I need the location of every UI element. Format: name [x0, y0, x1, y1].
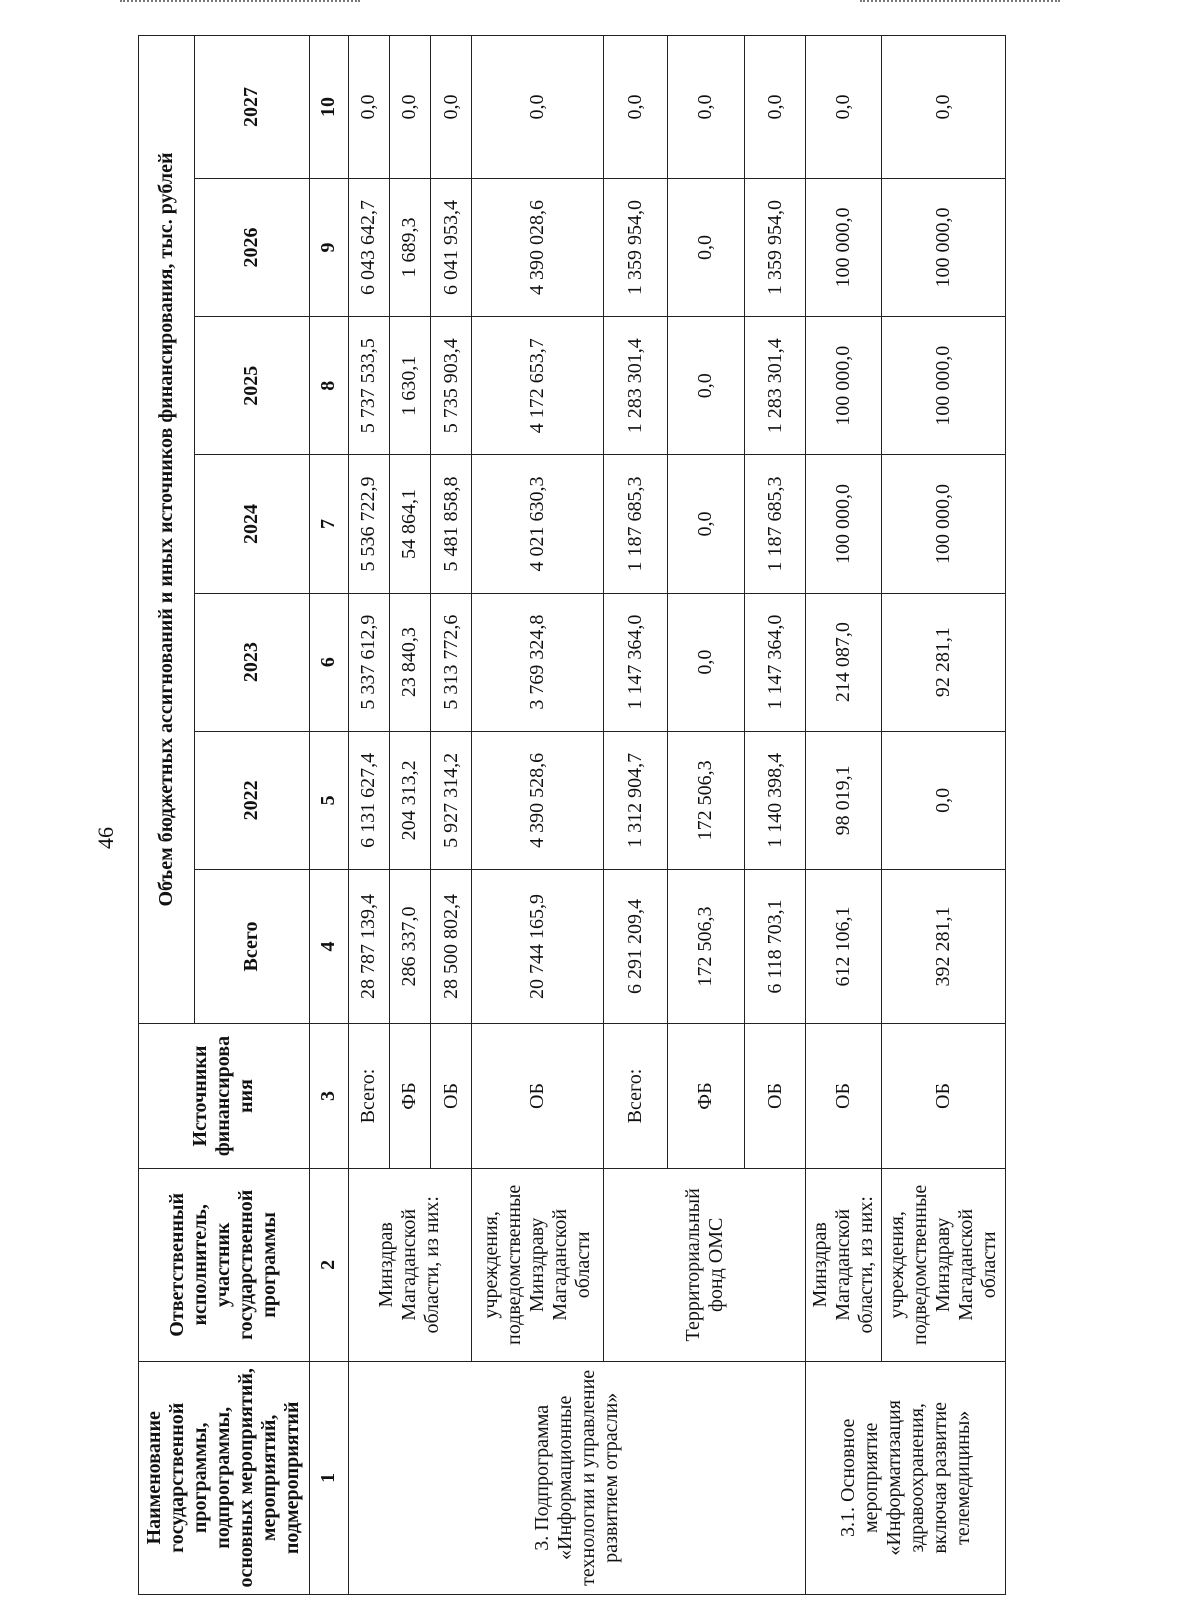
value-cell: 1 630,1 — [389, 317, 430, 455]
header-volume: Объем бюджетных ассигнований и иных источников финансирования, тыс. рублей — [139, 36, 195, 1024]
value-cell: 3 769 324,8 — [472, 593, 604, 731]
value-cell: 0,0 — [667, 593, 744, 731]
value-cell: 5 337 612,9 — [348, 593, 389, 731]
value-cell: 204 313,2 — [389, 731, 430, 869]
value-cell: 4 172 653,7 — [472, 317, 604, 455]
value-cell: 100 000,0 — [806, 455, 882, 593]
column-number: 3 — [309, 1024, 348, 1169]
column-number: 9 — [309, 178, 348, 316]
table-row — [806, 36, 882, 1595]
value-cell: 28 500 802,4 — [431, 869, 472, 1023]
value-cell: 1 359 954,0 — [744, 178, 806, 316]
source-cell: ФБ — [389, 1024, 430, 1169]
executor-cell: Минздрав Магаданской области, из них: — [348, 1169, 471, 1362]
header-row — [139, 36, 195, 1595]
header-name: Наименование государственной программы, подпрограммы, основных мероприятий, мероприятий, подмероприятий — [139, 1361, 310, 1594]
value-cell: 20 744 165,9 — [472, 869, 604, 1023]
column-number-row — [309, 36, 348, 1595]
value-cell: 54 864,1 — [389, 455, 430, 593]
value-cell: 1 187 685,3 — [744, 455, 806, 593]
value-cell: 6 131 627,4 — [348, 731, 389, 869]
value-cell: 214 087,0 — [806, 593, 882, 731]
year-header: 2023 — [195, 593, 310, 731]
source-cell: ОБ — [806, 1024, 882, 1169]
value-cell: 5 927 314,2 — [431, 731, 472, 869]
value-cell: 286 337,0 — [389, 869, 430, 1023]
executor-cell: учреждения, подведомственные Минздраву Магаданской области — [882, 1169, 1006, 1362]
value-cell: 1 140 398,4 — [744, 731, 806, 869]
value-cell: 6 291 209,4 — [603, 869, 667, 1023]
source-cell: ОБ — [472, 1024, 604, 1169]
value-cell: 100 000,0 — [882, 178, 1006, 316]
value-cell: 0,0 — [882, 36, 1006, 179]
value-cell: 6 041 953,4 — [431, 178, 472, 316]
column-number: 1 — [309, 1361, 348, 1594]
year-header: 2022 — [195, 731, 310, 869]
value-cell: 100 000,0 — [806, 317, 882, 455]
source-cell: Всего: — [348, 1024, 389, 1169]
source-cell: Всего: — [603, 1024, 667, 1169]
table-row — [348, 36, 389, 1595]
value-cell: 5 735 903,4 — [431, 317, 472, 455]
column-number: 4 — [309, 869, 348, 1023]
value-cell: 612 106,1 — [806, 869, 882, 1023]
value-cell: 100 000,0 — [882, 455, 1006, 593]
source-cell: ОБ — [744, 1024, 806, 1169]
value-cell: 5 313 772,6 — [431, 593, 472, 731]
executor-cell: учреждения, подведомственные Минздраву Магаданской области — [472, 1169, 604, 1362]
value-cell: 0,0 — [667, 317, 744, 455]
table-row — [472, 36, 604, 1595]
column-number: 2 — [309, 1169, 348, 1362]
table-row — [882, 36, 1006, 1595]
source-cell: ОБ — [882, 1024, 1006, 1169]
value-cell: 1 359 954,0 — [603, 178, 667, 316]
value-cell: 6 043 642,7 — [348, 178, 389, 316]
value-cell: 0,0 — [882, 731, 1006, 869]
header-source: Источники финансирова ния — [139, 1024, 310, 1169]
column-number: 10 — [309, 36, 348, 179]
column-number: 6 — [309, 593, 348, 731]
rotated-table-wrapper — [138, 35, 1006, 1595]
measure-name: 3.1. Основное мероприятие «Информатизация здравоохранения, включая развитие телемедицины» — [806, 1361, 1006, 1594]
source-cell: ФБ — [667, 1024, 744, 1169]
page-number: 46 — [93, 827, 118, 849]
value-cell: 1 147 364,0 — [744, 593, 806, 731]
header-executor: Ответственный исполнитель, участник государственной программы — [139, 1169, 310, 1362]
year-header: Всего — [195, 869, 310, 1023]
table-row — [603, 36, 667, 1595]
value-cell: 23 840,3 — [389, 593, 430, 731]
executor-cell: Минздрав Магаданской области, из них: — [806, 1169, 882, 1362]
value-cell: 1 312 904,7 — [603, 731, 667, 869]
year-header: 2025 — [195, 317, 310, 455]
value-cell: 5 481 858,8 — [431, 455, 472, 593]
value-cell: 5 536 722,9 — [348, 455, 389, 593]
value-cell: 0,0 — [667, 178, 744, 316]
subprogram-name: 3. Подпрограмма «Информационные технологии и управление развитием отрасли» — [348, 1361, 806, 1594]
value-cell: 1 147 364,0 — [603, 593, 667, 731]
value-cell: 92 281,1 — [882, 593, 1006, 731]
value-cell: 0,0 — [667, 455, 744, 593]
value-cell: 172 506,3 — [667, 869, 744, 1023]
value-cell: 0,0 — [472, 36, 604, 179]
table-stage — [138, 35, 1006, 1595]
value-cell: 0,0 — [667, 36, 744, 179]
column-number: 8 — [309, 317, 348, 455]
executor-cell: Территориальный фонд ОМС — [603, 1169, 806, 1362]
scan-artifact — [120, 0, 360, 8]
value-cell: 0,0 — [806, 36, 882, 179]
value-cell: 0,0 — [744, 36, 806, 179]
year-header: 2024 — [195, 455, 310, 593]
value-cell: 6 118 703,1 — [744, 869, 806, 1023]
value-cell: 172 506,3 — [667, 731, 744, 869]
year-header: 2026 — [195, 178, 310, 316]
value-cell: 4 390 028,6 — [472, 178, 604, 316]
value-cell: 1 283 301,4 — [603, 317, 667, 455]
value-cell: 5 737 533,5 — [348, 317, 389, 455]
value-cell: 0,0 — [389, 36, 430, 179]
value-cell: 392 281,1 — [882, 869, 1006, 1023]
column-number: 5 — [309, 731, 348, 869]
value-cell: 1 187 685,3 — [603, 455, 667, 593]
value-cell: 1 689,3 — [389, 178, 430, 316]
value-cell: 4 021 630,3 — [472, 455, 604, 593]
value-cell: 0,0 — [348, 36, 389, 179]
value-cell: 28 787 139,4 — [348, 869, 389, 1023]
value-cell: 100 000,0 — [882, 317, 1006, 455]
year-header: 2027 — [195, 36, 310, 179]
value-cell: 100 000,0 — [806, 178, 882, 316]
scan-artifact — [860, 0, 1060, 8]
value-cell: 1 283 301,4 — [744, 317, 806, 455]
value-cell: 4 390 528,6 — [472, 731, 604, 869]
value-cell: 98 019,1 — [806, 731, 882, 869]
value-cell: 0,0 — [603, 36, 667, 179]
column-number: 7 — [309, 455, 348, 593]
budget-table — [138, 35, 1006, 1595]
value-cell: 0,0 — [431, 36, 472, 179]
source-cell: ОБ — [431, 1024, 472, 1169]
